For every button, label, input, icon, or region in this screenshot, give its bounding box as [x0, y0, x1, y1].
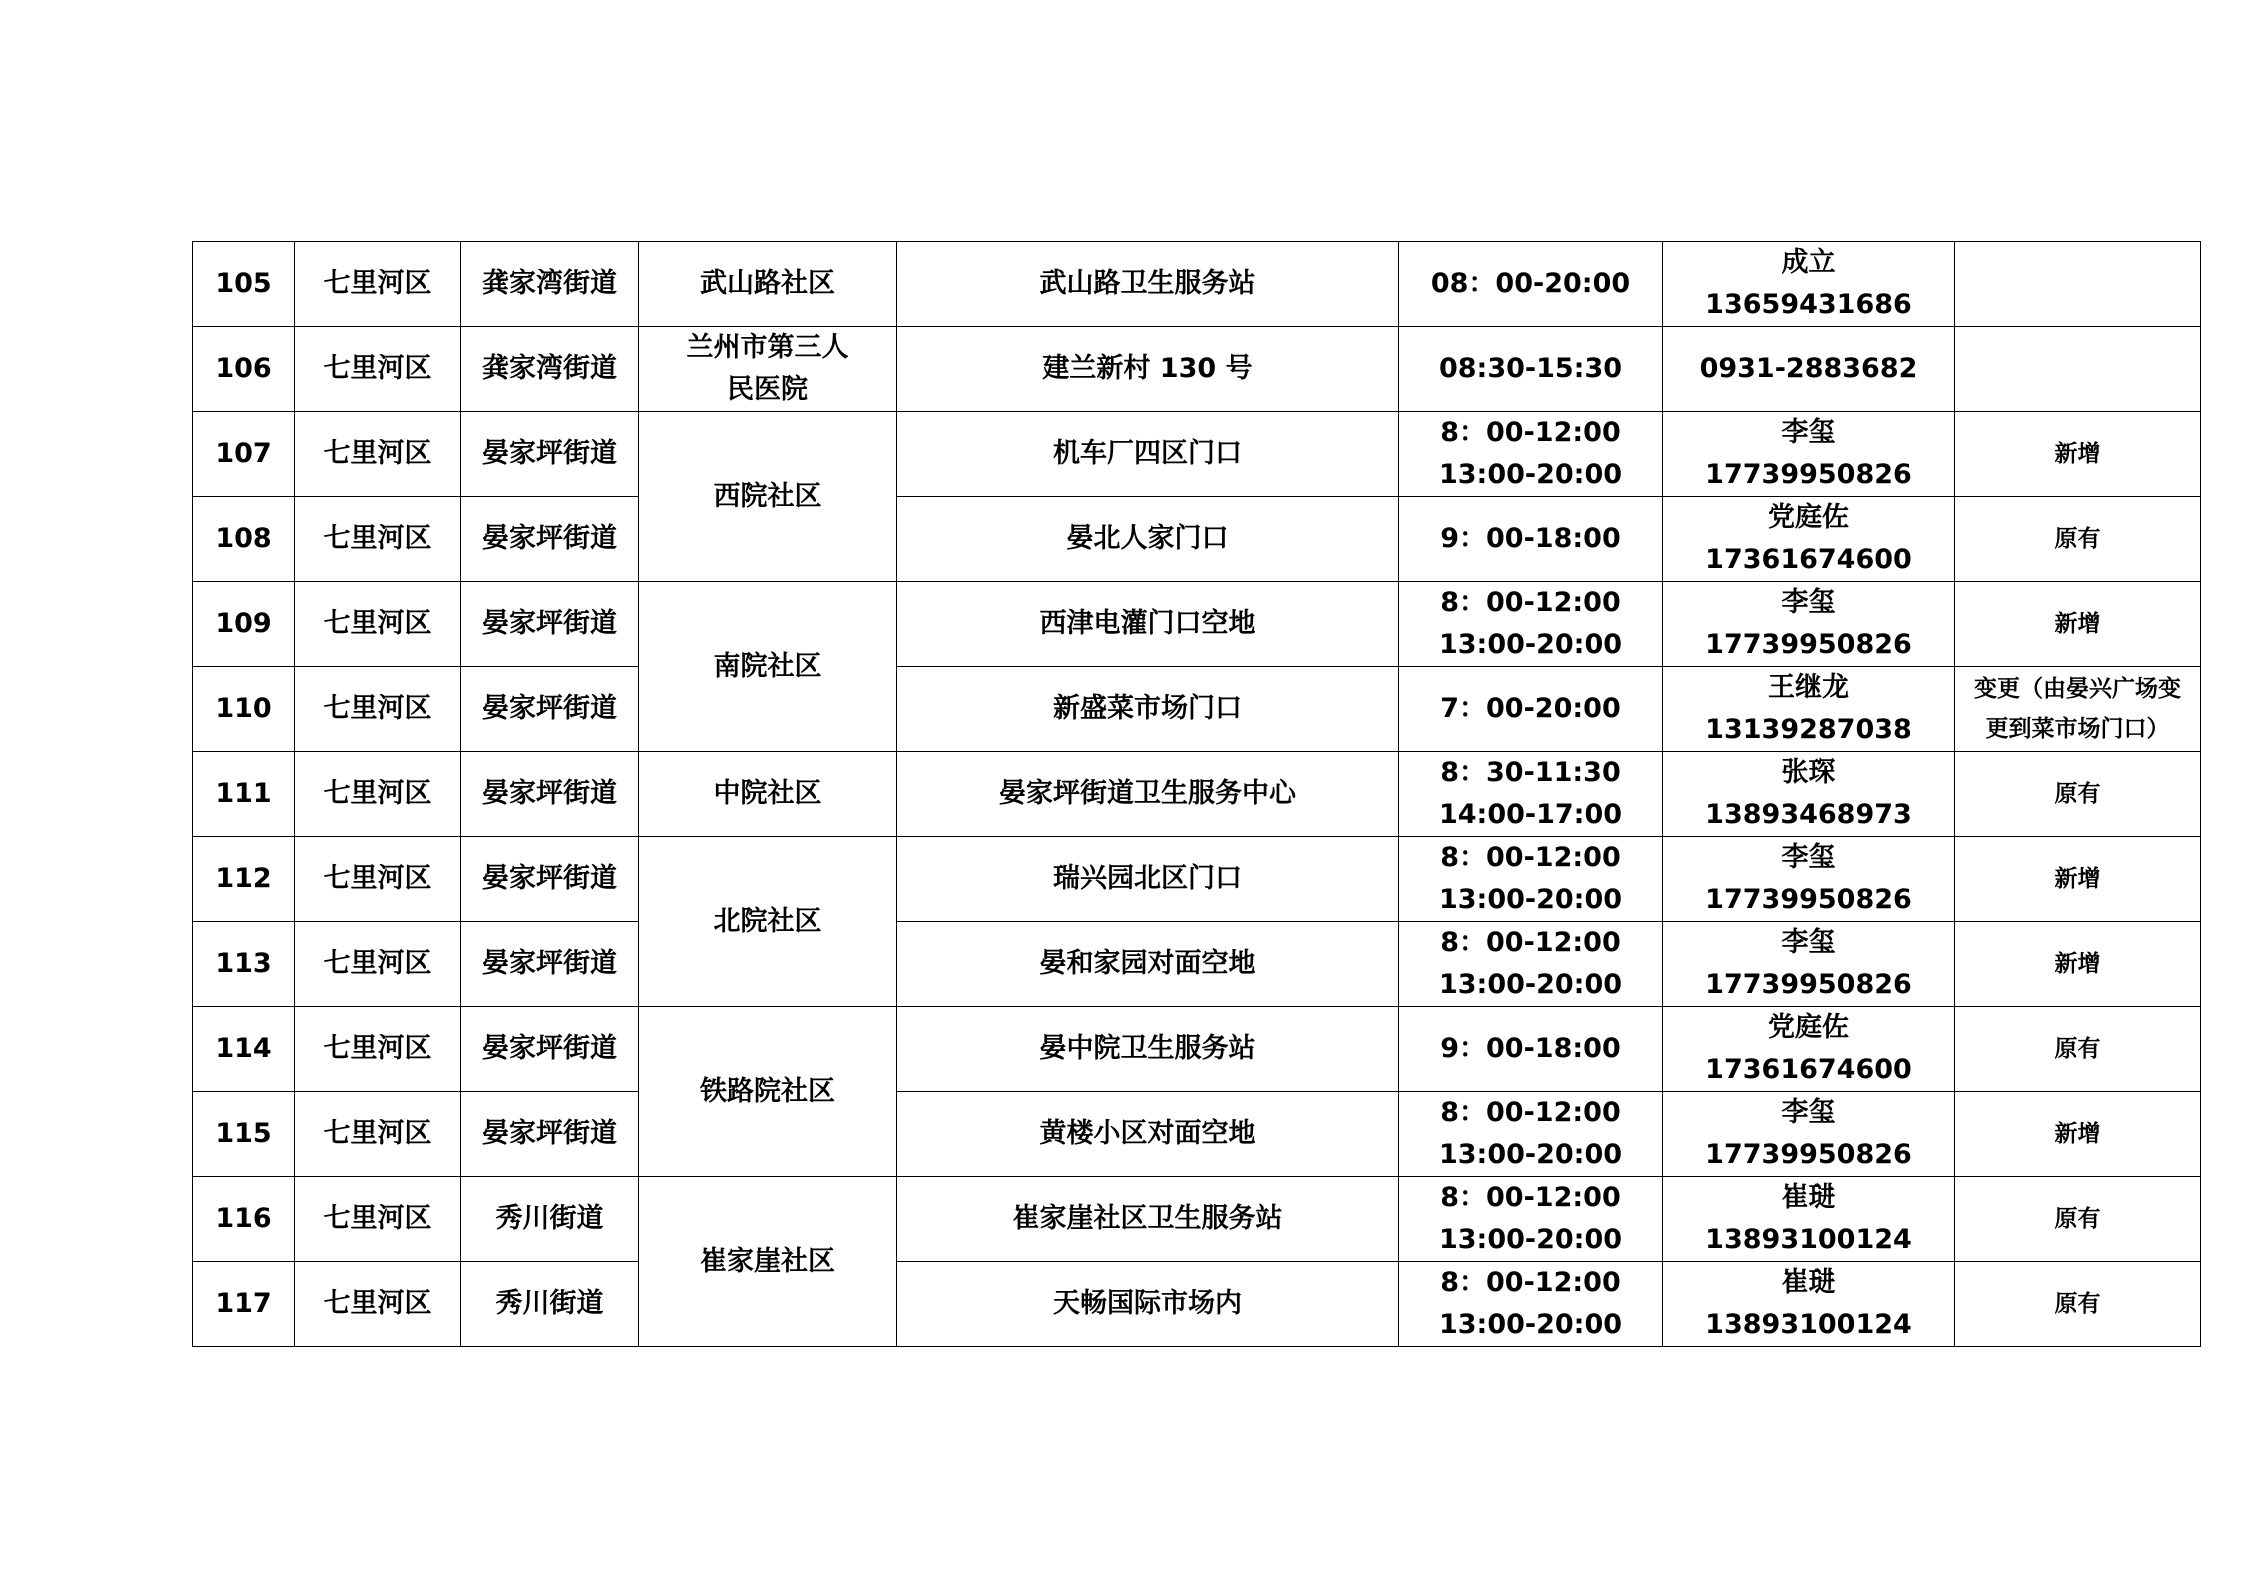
cell-site: 晏和家园对面空地	[897, 922, 1399, 1007]
cell-contact-line: 17739950826	[1705, 629, 1912, 660]
cell-number: 115	[193, 1092, 295, 1177]
cell-note-text: 原有	[2054, 1291, 2101, 1317]
cell-contact	[1663, 327, 1955, 412]
cell-hours-line: 13:00-20:00	[1438, 884, 1623, 915]
cell-note	[1955, 1092, 2201, 1177]
cell-district: 七里河区	[295, 1092, 461, 1177]
cell-hours	[1399, 922, 1663, 1007]
cell-hours-line: 08：00-20:00	[1430, 268, 1631, 299]
cell-contact	[1663, 752, 1955, 837]
cell-contact	[1663, 1007, 1955, 1092]
cell-district: 七里河区	[295, 752, 461, 837]
table-row	[193, 1177, 2201, 1262]
cell-community: 崔家崖社区	[639, 1177, 897, 1347]
cell-contact-line: 党庭佐	[1768, 1012, 1849, 1043]
cell-contact-line: 17739950826	[1705, 969, 1912, 1000]
cell-contact-line: 李玺	[1781, 587, 1836, 618]
cell-hours-line: 9：00-18:00	[1440, 523, 1621, 554]
cell-number: 109	[193, 582, 295, 667]
cell-community: 铁路院社区	[639, 1007, 897, 1177]
cell-contact-line: 17739950826	[1705, 884, 1912, 915]
cell-site: 建兰新村 130 号	[897, 327, 1399, 412]
cell-number: 116	[193, 1177, 295, 1262]
cell-site: 西津电灌门口空地	[897, 582, 1399, 667]
cell-site: 晏北人家门口	[897, 497, 1399, 582]
cell-district: 七里河区	[295, 1262, 461, 1347]
cell-note	[1955, 1007, 2201, 1092]
cell-contact-line: 李玺	[1781, 842, 1836, 873]
cell-contact-line: 13893100124	[1705, 1309, 1912, 1340]
cell-hours-line: 13:00-20:00	[1438, 969, 1623, 1000]
cell-number: 114	[193, 1007, 295, 1092]
cell-number: 110	[193, 667, 295, 752]
cell-contact-line: 13893468973	[1705, 799, 1912, 830]
cell-note-text: 原有	[2054, 781, 2101, 807]
cell-contact-line: 17739950826	[1705, 459, 1912, 490]
cell-note-text: 原有	[2054, 1036, 2101, 1062]
cell-number: 111	[193, 752, 295, 837]
cell-street: 晏家坪街道	[461, 412, 639, 497]
cell-contact-line: 李玺	[1781, 927, 1836, 958]
cell-note-text: 原有	[2054, 1206, 2101, 1232]
cell-contact-line: 13139287038	[1705, 714, 1912, 745]
cell-district: 七里河区	[295, 1177, 461, 1262]
cell-hours-line: 13:00-20:00	[1438, 1139, 1623, 1170]
cell-contact	[1663, 1092, 1955, 1177]
cell-contact-line: 张琛	[1781, 757, 1836, 788]
table-row	[193, 412, 2201, 497]
cell-street: 龚家湾街道	[461, 242, 639, 327]
cell-number: 113	[193, 922, 295, 1007]
cell-community: 北院社区	[639, 837, 897, 1007]
cell-note	[1955, 1177, 2201, 1262]
cell-contact-line: 崔琎	[1781, 1267, 1836, 1298]
cell-hours	[1399, 582, 1663, 667]
cell-district: 七里河区	[295, 667, 461, 752]
cell-site: 崔家崖社区卫生服务站	[897, 1177, 1399, 1262]
cell-hours-line: 13:00-20:00	[1438, 1309, 1623, 1340]
table-row	[193, 327, 2201, 412]
cell-note	[1955, 497, 2201, 582]
cell-street: 晏家坪街道	[461, 582, 639, 667]
cell-number: 105	[193, 242, 295, 327]
cell-hours	[1399, 837, 1663, 922]
cell-site: 武山路卫生服务站	[897, 242, 1399, 327]
table-row	[193, 242, 2201, 327]
cell-note	[1955, 242, 2201, 327]
cell-note-text: 新增	[2054, 441, 2101, 467]
cell-hours	[1399, 667, 1663, 752]
cell-hours-line: 8：00-12:00	[1440, 587, 1621, 618]
table-row	[193, 1262, 2201, 1347]
cell-contact-line: 党庭佐	[1768, 502, 1849, 533]
cell-contact-line: 17361674600	[1705, 1054, 1912, 1085]
cell-district: 七里河区	[295, 1007, 461, 1092]
cell-site: 新盛菜市场门口	[897, 667, 1399, 752]
cell-hours-line: 13:00-20:00	[1438, 459, 1623, 490]
cell-note-text: 新增	[2054, 611, 2101, 637]
cell-community: 中院社区	[639, 752, 897, 837]
cell-hours	[1399, 752, 1663, 837]
cell-contact	[1663, 837, 1955, 922]
cell-contact	[1663, 1262, 1955, 1347]
cell-note-text: 新增	[2054, 866, 2101, 892]
cell-street: 晏家坪街道	[461, 922, 639, 1007]
table-row	[193, 922, 2201, 1007]
cell-street: 晏家坪街道	[461, 497, 639, 582]
cell-note-text: 变更（由晏兴广场变 更到菜市场门口）	[1974, 676, 2181, 742]
cell-hours-line: 8：00-12:00	[1440, 417, 1621, 448]
cell-site: 瑞兴园北区门口	[897, 837, 1399, 922]
cell-hours-line: 8：00-12:00	[1440, 1097, 1621, 1128]
cell-community: 武山路社区	[639, 242, 897, 327]
cell-contact	[1663, 412, 1955, 497]
cell-contact	[1663, 667, 1955, 752]
cell-site: 天畅国际市场内	[897, 1262, 1399, 1347]
cell-number: 107	[193, 412, 295, 497]
cell-hours-line: 13:00-20:00	[1438, 1224, 1623, 1255]
cell-street: 龚家湾街道	[461, 327, 639, 412]
cell-number: 117	[193, 1262, 295, 1347]
cell-contact-line: 李玺	[1781, 1097, 1836, 1128]
cell-site: 黄楼小区对面空地	[897, 1092, 1399, 1177]
cell-contact-line: 17739950826	[1705, 1139, 1912, 1170]
cell-hours-line: 9：00-18:00	[1440, 1033, 1621, 1064]
cell-note-text: 新增	[2054, 1121, 2101, 1147]
cell-hours	[1399, 242, 1663, 327]
cell-note-text: 新增	[2054, 951, 2101, 977]
cell-contact-line: 17361674600	[1705, 544, 1912, 575]
cell-contact-line: 李玺	[1781, 417, 1836, 448]
cell-note	[1955, 327, 2201, 412]
cell-street: 秀川街道	[461, 1262, 639, 1347]
cell-district: 七里河区	[295, 327, 461, 412]
table-row	[193, 837, 2201, 922]
cell-hours-line: 13:00-20:00	[1438, 629, 1623, 660]
cell-street: 秀川街道	[461, 1177, 639, 1262]
table-row	[193, 497, 2201, 582]
cell-hours	[1399, 497, 1663, 582]
cell-note	[1955, 667, 2201, 752]
cell-contact-line: 0931-2883682	[1699, 353, 1918, 384]
cell-note-text: 原有	[2054, 526, 2101, 552]
cell-hours	[1399, 1262, 1663, 1347]
cell-site: 机车厂四区门口	[897, 412, 1399, 497]
cell-site: 晏中院卫生服务站	[897, 1007, 1399, 1092]
cell-note	[1955, 922, 2201, 1007]
table-row	[193, 1092, 2201, 1177]
table-row	[193, 667, 2201, 752]
cell-street: 晏家坪街道	[461, 667, 639, 752]
cell-contact-line: 崔琎	[1781, 1182, 1836, 1213]
cell-hours-line: 7：00-20:00	[1440, 693, 1621, 724]
table-row	[193, 1007, 2201, 1092]
cell-hours	[1399, 1007, 1663, 1092]
cell-contact	[1663, 1177, 1955, 1262]
cell-contact-line: 13893100124	[1705, 1224, 1912, 1255]
testing-sites-table	[192, 241, 2201, 1347]
cell-hours	[1399, 1177, 1663, 1262]
cell-street: 晏家坪街道	[461, 837, 639, 922]
cell-contact	[1663, 582, 1955, 667]
cell-district: 七里河区	[295, 242, 461, 327]
cell-hours-line: 8：00-12:00	[1440, 1267, 1621, 1298]
cell-hours	[1399, 412, 1663, 497]
cell-contact	[1663, 497, 1955, 582]
cell-community: 西院社区	[639, 412, 897, 582]
cell-contact-line: 王继龙	[1768, 672, 1849, 703]
cell-number: 112	[193, 837, 295, 922]
cell-hours	[1399, 327, 1663, 412]
cell-contact	[1663, 242, 1955, 327]
cell-district: 七里河区	[295, 922, 461, 1007]
cell-street: 晏家坪街道	[461, 1092, 639, 1177]
cell-note	[1955, 412, 2201, 497]
cell-street: 晏家坪街道	[461, 1007, 639, 1092]
cell-note	[1955, 1262, 2201, 1347]
cell-hours-line: 8：00-12:00	[1440, 927, 1621, 958]
cell-contact-line: 13659431686	[1705, 289, 1912, 320]
table-row	[193, 752, 2201, 837]
cell-community: 南院社区	[639, 582, 897, 752]
cell-hours-line: 8：30-11:30	[1440, 757, 1621, 788]
cell-note	[1955, 837, 2201, 922]
cell-hours-line: 14:00-17:00	[1438, 799, 1623, 830]
cell-district: 七里河区	[295, 412, 461, 497]
cell-note	[1955, 582, 2201, 667]
cell-number: 106	[193, 327, 295, 412]
cell-district: 七里河区	[295, 582, 461, 667]
cell-district: 七里河区	[295, 837, 461, 922]
cell-district: 七里河区	[295, 497, 461, 582]
cell-hours-line: 8：00-12:00	[1440, 842, 1621, 873]
cell-street: 晏家坪街道	[461, 752, 639, 837]
cell-contact-line: 成立	[1781, 247, 1836, 278]
cell-note	[1955, 752, 2201, 837]
cell-contact	[1663, 922, 1955, 1007]
cell-number: 108	[193, 497, 295, 582]
table-row	[193, 582, 2201, 667]
cell-hours-line: 8：00-12:00	[1440, 1182, 1621, 1213]
cell-community-line: 兰州市第三人 民医院	[686, 332, 849, 405]
cell-hours-line: 08:30-15:30	[1438, 353, 1623, 384]
cell-site: 晏家坪街道卫生服务中心	[897, 752, 1399, 837]
cell-hours	[1399, 1092, 1663, 1177]
cell-community	[639, 327, 897, 412]
